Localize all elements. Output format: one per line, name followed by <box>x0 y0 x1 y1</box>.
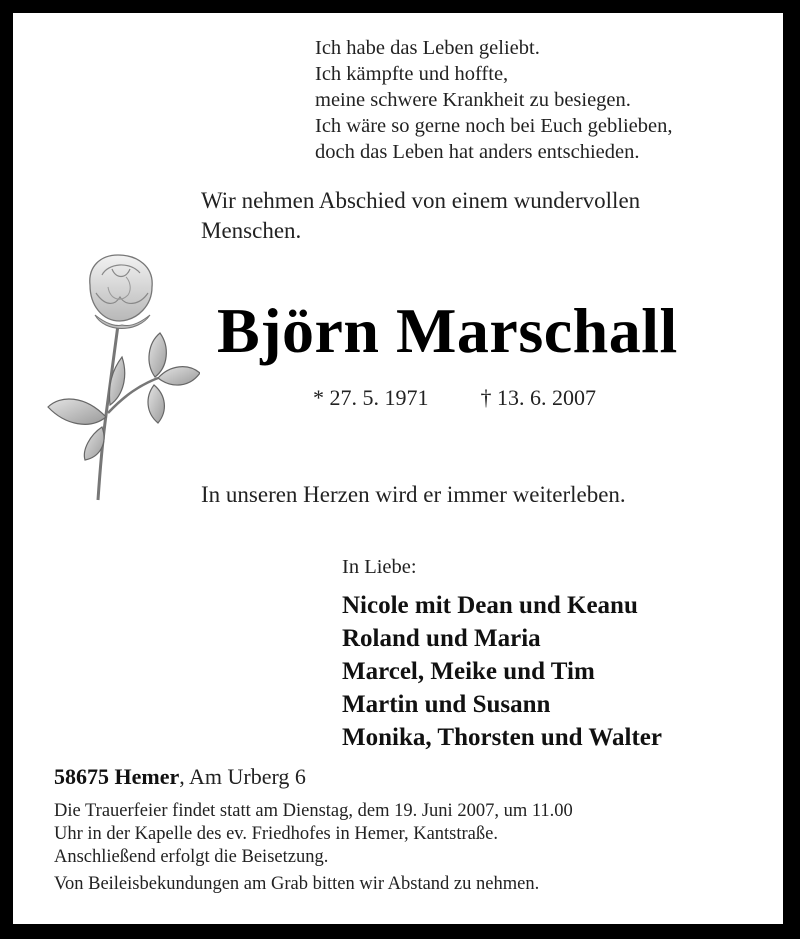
mourners-list <box>342 589 662 754</box>
remembrance-text: In unseren Herzen wird er immer weiterleben. <box>201 482 626 507</box>
ceremony-line: Anschließend erfolgt die Beisetzung. <box>54 847 329 867</box>
death-date: † 13. 6. 2007 <box>480 385 596 410</box>
mourner-name: Marcel, Meike und Tim <box>342 658 595 685</box>
ceremony-line: Die Trauerfeier findet statt am Dienstag, dem 19. Juni 2007, um 11.00 <box>54 801 573 821</box>
poem-line: doch das Leben hat anders entschieden. <box>315 141 640 163</box>
poem-line: Ich wäre so gerne noch bei Euch geblieben, <box>315 115 673 137</box>
farewell-line: Wir nehmen Abschied von einem wundervollen <box>201 188 641 213</box>
poem-line: meine schwere Krankheit zu besiegen. <box>315 89 631 111</box>
rose-icon <box>30 245 200 505</box>
deceased-name: Björn Marschall <box>217 295 678 366</box>
mourner-name: Roland und Maria <box>342 625 541 652</box>
ceremony-line: Uhr in der Kapelle des ev. Friedhofes in Hemer, Kantstraße. <box>54 824 498 844</box>
life-dates <box>313 383 596 413</box>
mourner-name: Monika, Thorsten und Walter <box>342 724 662 751</box>
mourner-name: Martin und Susann <box>342 691 551 718</box>
condolence-note: Von Beileisbekundungen am Grab bitten wir Abstand zu nehmen. <box>54 874 540 894</box>
farewell-line: Menschen. <box>201 218 302 243</box>
poem-line: Ich kämpfte und hoffte, <box>315 63 509 85</box>
address <box>54 763 306 791</box>
ceremony-info <box>54 800 573 869</box>
poem-line: Ich habe das Leben geliebt. <box>315 37 540 59</box>
farewell-text <box>201 186 640 246</box>
poem <box>315 35 672 165</box>
mourner-name: Nicole mit Dean und Keanu <box>342 592 638 619</box>
obituary-card <box>13 13 783 924</box>
address-city: 58675 Hemer <box>54 764 180 789</box>
birth-date: * 27. 5. 1971 <box>313 385 429 410</box>
mourners-intro: In Liebe: <box>342 556 417 578</box>
address-street: , Am Urberg 6 <box>179 764 306 789</box>
